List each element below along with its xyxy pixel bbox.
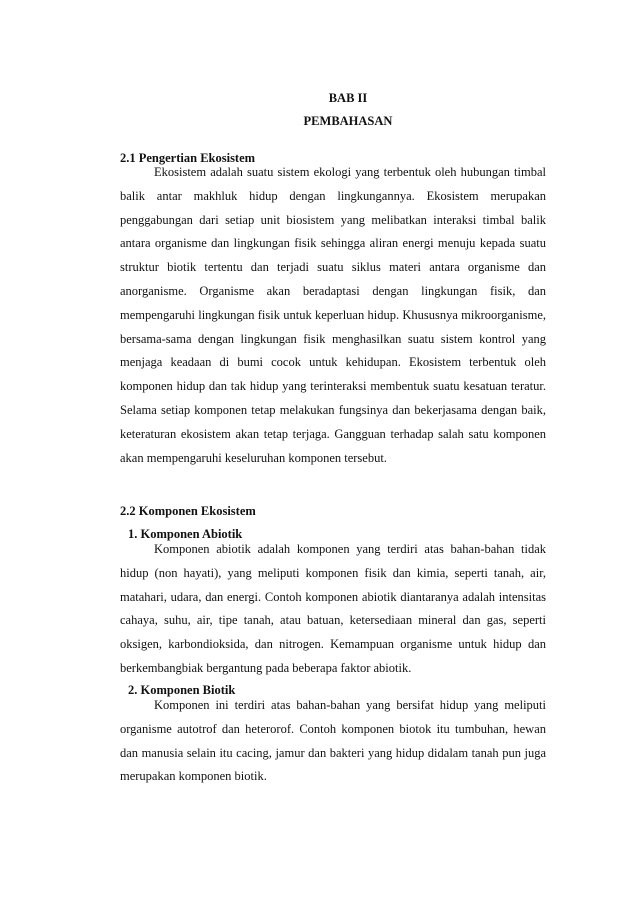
paragraph-abiotik: Komponen abiotik adalah komponen yang terdiri atas bahan-bahan tidak hidup (non hayati), yang meliputi komponen fisik dan kimia, seperti tanah, air, matahari, udara, dan energi. Contoh komponen abiotik diantaranya adalah intensitas cahaya, suhu, air, tipe tanah, atau batuan, ketersediaan mineral dan gas, seperti oksigen, karbondioksida, dan nitrogen. Kemampuan organisme untuk hidup dan berkembangbiak bergantung pada beberapa faktor abiotik. <box>120 542 546 675</box>
chapter-number: BAB II <box>328 91 368 105</box>
subsection-heading-biotik: 2. Komponen Biotik <box>128 683 236 697</box>
section-heading-komponen: 2.2 Komponen Ekosistem <box>120 504 256 518</box>
paragraph-biotik: Komponen ini terdiri atas bahan-bahan yang bersifat hidup yang meliputi organisme autotrof dan heterorof. Contoh komponen biotok itu tumbuhan, hewan dan manusia selain itu cacing, jamur dan bakteri yang hidup didalam tanah pun juga merupakan komponen biotik. <box>120 698 546 784</box>
chapter-title: PEMBAHASAN <box>303 114 393 128</box>
subsection-heading-abiotik: 1. Komponen Abiotik <box>128 527 243 541</box>
section-heading-pengertian: 2.1 Pengertian Ekosistem <box>120 151 256 165</box>
paragraph-pengertian: Ekosistem adalah suatu sistem ekologi yang terbentuk oleh hubungan timbal balik antar makhluk hidup dengan lingkungannya. Ekosistem merupakan penggabungan dari setiap unit biosistem yang melibatkan interaksi timbal balik antara organisme dan lingkungan fisik sehingga aliran energi menuju kepada suatu struktur biotik tertentu dan terjadi suatu siklus materi antara organisme dan anorganisme. Organisme akan beradaptasi dengan lingkungan fisik, dan mempengaruhi lingkungan fisik untuk keperluan hidup. Khususnya mikroorganisme, bersama-sama dengan lingkungan fisik menghasilkan suatu sistem kontrol yang menjaga keadaan di bumi cocok untuk kehidupan. Ekosistem terbentuk oleh komponen hidup dan tak hidup yang terinteraksi membentuk suatu kesatuan teratur. Selama setiap komponen tetap melakukan fungsinya dan bekerjasama dengan baik, keteraturan ekosistem akan tetap terjaga. Gangguan terhadap salah satu komponen akan mempengaruhi keseluruhan komponen tersebut. <box>120 165 546 465</box>
